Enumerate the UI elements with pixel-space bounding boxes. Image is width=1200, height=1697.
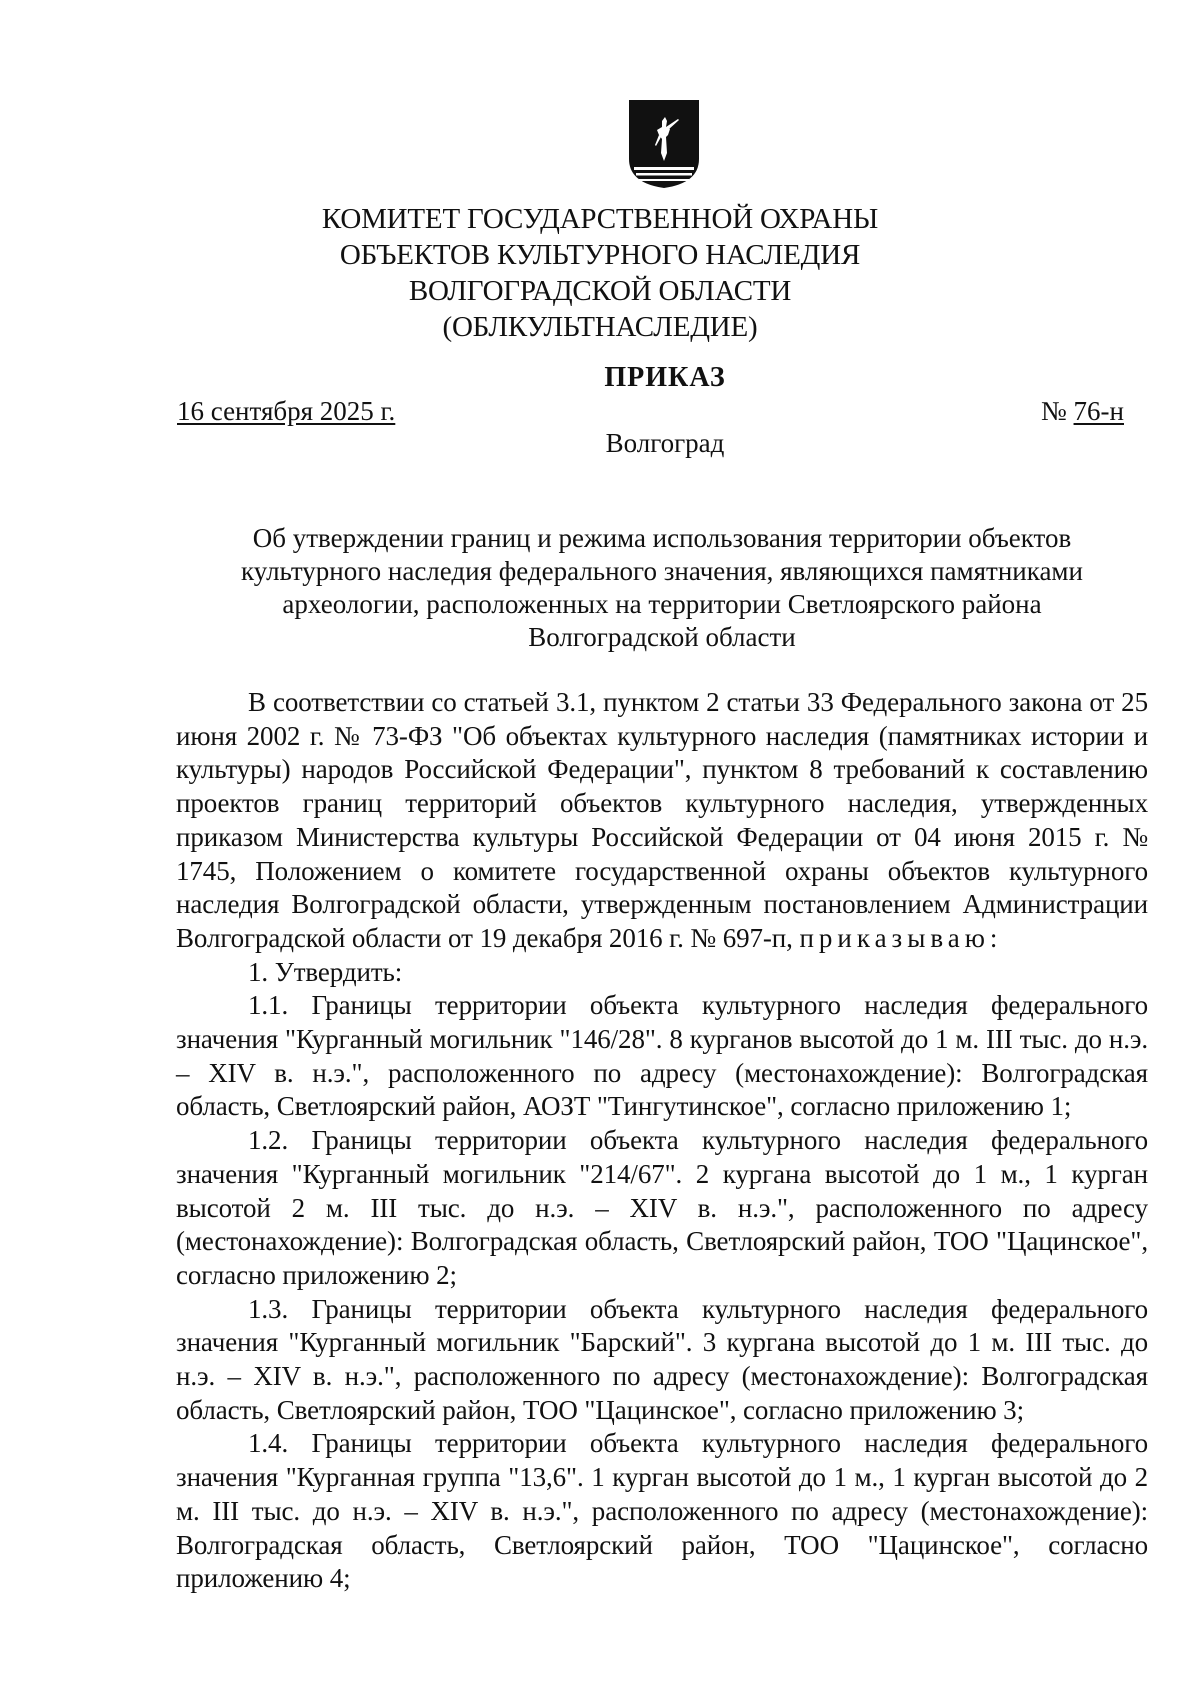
item-1-4: 1.4. Границы территории объекта культурного наследия федерального значения "Курганная группа "13,6". 1 курган высотой до 1 м., 1 курган высотой до 2 м. III тыс. до н.э. – XIV в. н.э.", расположенного по адресу (местонахождение): Волгоградская область, Светлоярский район, ТОО "Цацинское", согласно приложению 4; xyxy=(176,1428,1148,1594)
number-prefix: № xyxy=(1041,396,1074,426)
title-line: Об утверждении границ и режима использования территории объектов xyxy=(252,523,1072,553)
title-line: Волгоградской области xyxy=(528,622,796,652)
org-line: КОМИТЕТ ГОСУДАРСТВЕННОЙ ОХРАНЫ xyxy=(321,203,879,235)
document-title xyxy=(176,522,1148,654)
title-line: культурного наследия федерального значения, являющихся памятниками xyxy=(241,556,1083,586)
intro-directive: приказываю: xyxy=(799,922,1003,953)
document-date: 16 сентября 2025 г. xyxy=(177,396,396,426)
intro-text: В соответствии со статьей 3.1, пунктом 2 статьи 33 Федерального закона от 25 июня 2002 г. № 73-ФЗ "Об объектах культурного наследия (памятниках истории и культуры) народов Российской Федерации", пунктом 8 требований к составлению проектов границ территорий объектов культурного наследия, утвержденных приказом Министерства культуры Российской Федерации от 04 июня 2015 г. № 1745, Положением о комитете государственной охраны объектов культурного наследия Волгоградской области, утвержденным постановлением Администрации Волгоградской области от 19 декабря 2016 г. № 697-п, xyxy=(176,687,1148,953)
document-number xyxy=(1041,394,1124,428)
document-type: ПРИКАЗ xyxy=(604,362,726,393)
item-1-1: 1.1. Границы территории объекта культурного наследия федерального значения "Курганный могильник "146/28". 8 курганов высотой до 1 м. III тыс. до н.э. – XIV в. н.э.", расположенного по адресу (местонахождение): Волгоградская область, Светлоярский район, АОЗТ "Тингутинское", согласно приложению 1; xyxy=(176,990,1148,1122)
intro-paragraph xyxy=(176,686,1148,956)
volgograd-coat-of-arms-emblem xyxy=(626,97,702,190)
organization-name xyxy=(0,201,1200,345)
document-body xyxy=(176,686,1148,1596)
item-1: 1. Утвердить: xyxy=(248,956,403,987)
org-line: ОБЪЕКТОВ КУЛЬТУРНОГО НАСЛЕДИЯ xyxy=(339,239,861,271)
document-city: Волгоград xyxy=(605,428,725,458)
org-line: ВОЛГОГРАДСКОЙ ОБЛАСТИ xyxy=(408,275,792,307)
item-1-2: 1.2. Границы территории объекта культурного наследия федерального значения "Курганный могильник "214/67". 2 кургана высотой до 1 м., 1 курган высотой 2 м. III тыс. до н.э. – XIV в. н.э.", расположенного по адресу (местонахождение): Волгоградская область, Светлоярский район, ТОО "Цацинское", согласно приложению 2; xyxy=(176,1125,1148,1290)
title-line: археологии, расположенных на территории Светлоярского района xyxy=(282,589,1042,619)
item-1-3: 1.3. Границы территории объекта культурного наследия федерального значения "Курганный могильник "Барский". 3 кургана высотой до 1 м. III тыс. до н.э. – XIV в. н.э.", расположенного по адресу (местонахождение): Волгоградская область, Светлоярский район, ТОО "Цацинское", согласно приложению 3; xyxy=(176,1293,1148,1425)
number-value: 76-н xyxy=(1073,396,1124,426)
org-line: (ОБЛКУЛЬТНАСЛЕДИЕ) xyxy=(442,311,758,343)
